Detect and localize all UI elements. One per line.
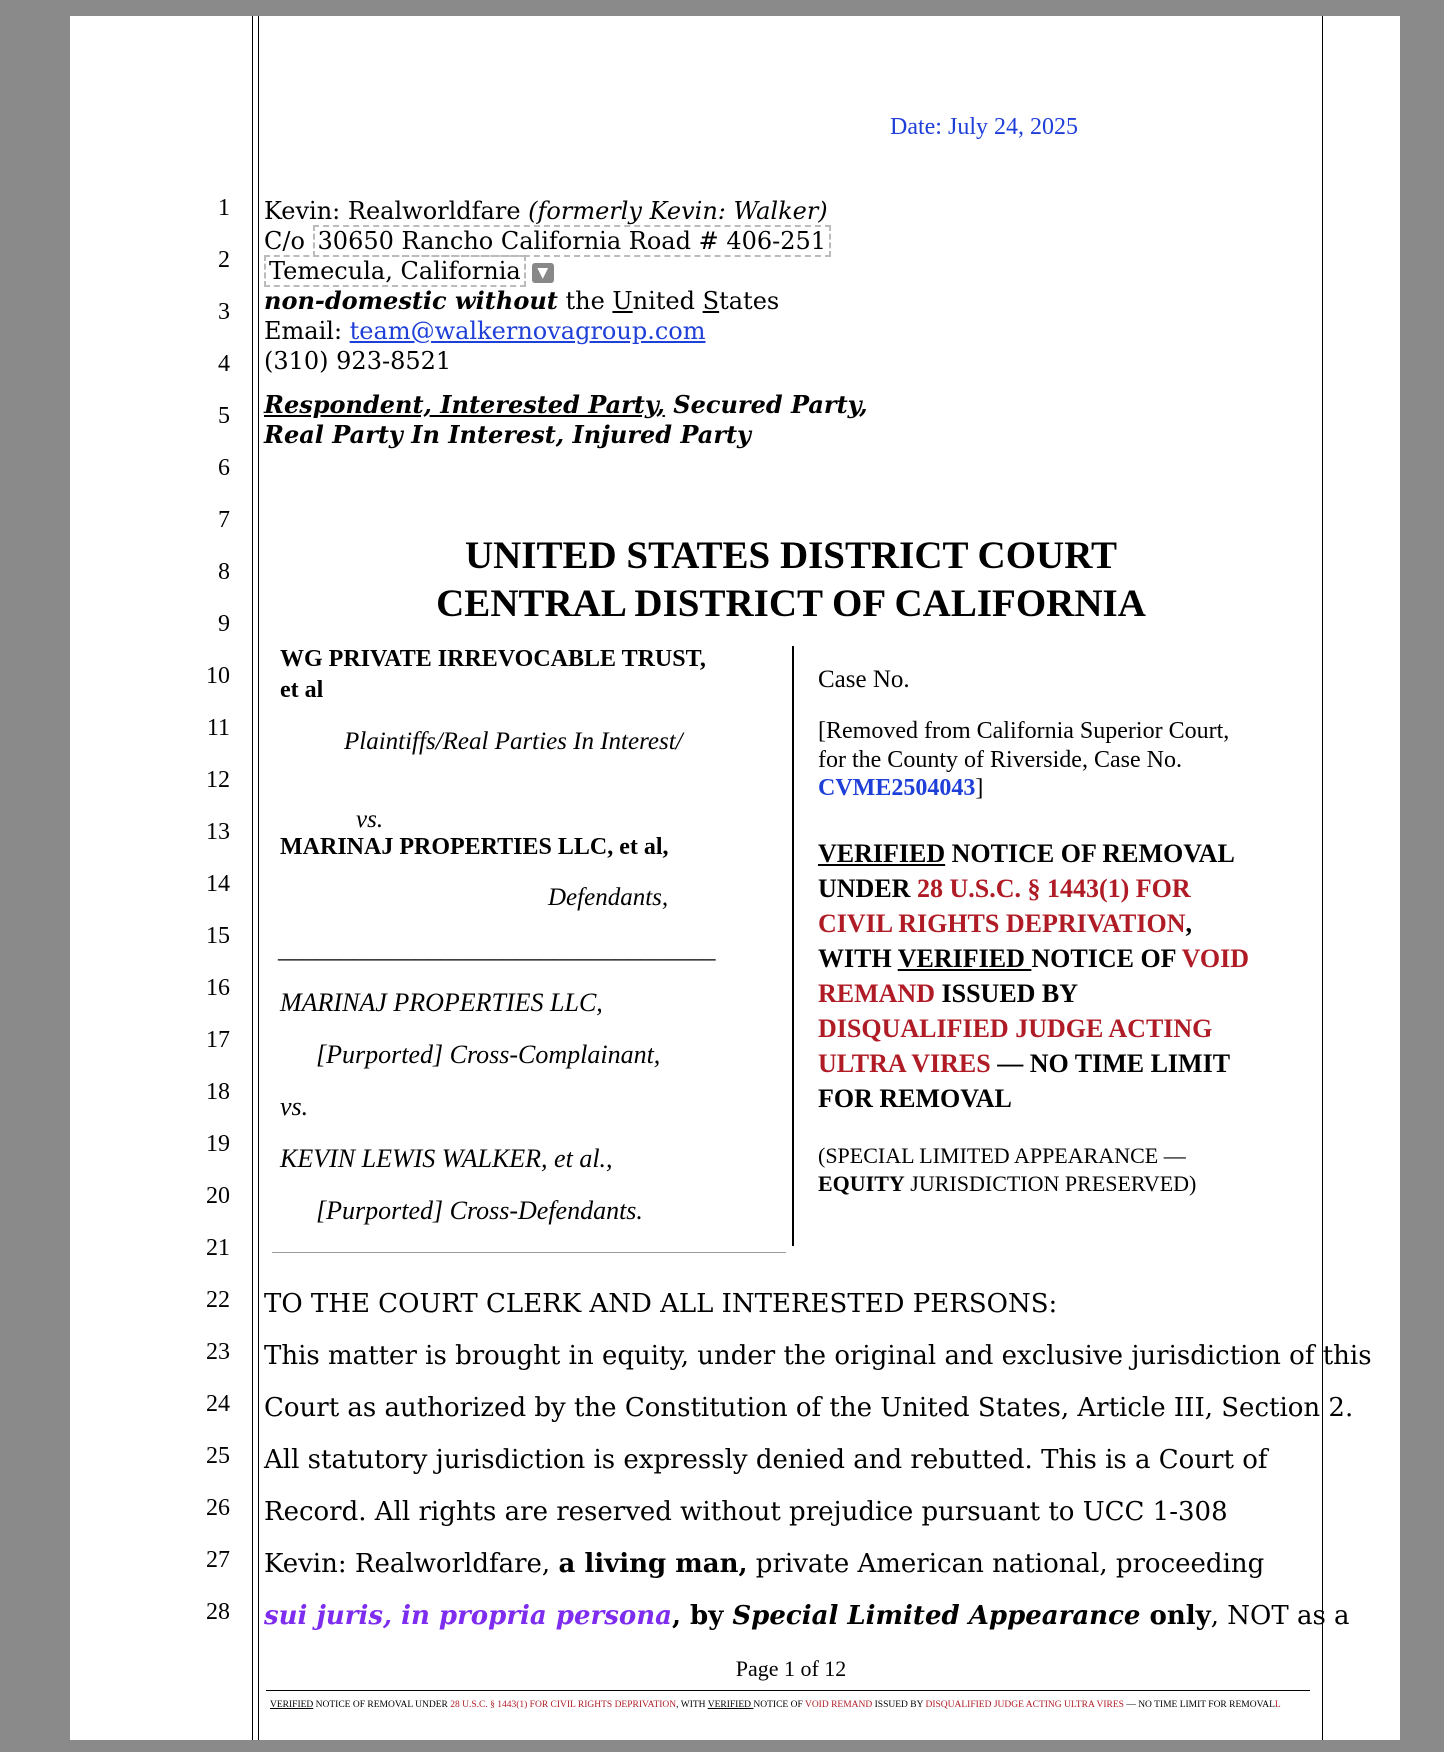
line-number: 24 bbox=[206, 1391, 230, 1417]
body-line-24: Court as authorized by the Constitution of the United States, Article III, Section 2. bbox=[264, 1393, 1354, 1423]
title-comma: , bbox=[1185, 909, 1192, 938]
document-page bbox=[70, 16, 1400, 1740]
line-number: 16 bbox=[206, 975, 230, 1001]
line-number: 15 bbox=[206, 923, 230, 949]
line-number: 2 bbox=[218, 247, 230, 273]
line-number: 10 bbox=[206, 663, 230, 689]
body-line-27 bbox=[264, 1538, 1372, 1590]
footer-p2: , WITH bbox=[676, 1700, 708, 1710]
title-ultra-vires: ULTRA VIRES bbox=[818, 1049, 991, 1078]
body-27a: Kevin: Realworldfare, bbox=[264, 1549, 559, 1579]
removal-note-2: for the County of Riverside, Case No. bbox=[818, 747, 1182, 773]
status-tates: tates bbox=[719, 287, 780, 315]
removal-note-1: [Removed from California Superior Court, bbox=[818, 718, 1230, 744]
line-number: 23 bbox=[206, 1339, 230, 1365]
line-number: 7 bbox=[218, 507, 230, 533]
title-no-time-limit: — NO TIME LIMIT bbox=[990, 1049, 1231, 1078]
line-number: 4 bbox=[218, 351, 230, 377]
status-nited: nited bbox=[632, 287, 703, 315]
body-line-22: TO THE COURT CLERK AND ALL INTERESTED PERSONS: bbox=[264, 1289, 1058, 1319]
cross-defendant-role: [Purported] Cross-Defendants. bbox=[316, 1196, 643, 1225]
body-line-28 bbox=[264, 1590, 1372, 1642]
address-prefix: C/o bbox=[264, 227, 313, 255]
versus-2: vs. bbox=[280, 1092, 309, 1121]
versus-1: vs. bbox=[356, 806, 384, 833]
footer-statute: 28 U.S.C. § 1443(1) FOR CIVIL RIGHTS DEPRIVATION bbox=[450, 1700, 677, 1710]
footer-void: VOID REMAND bbox=[804, 1700, 873, 1710]
line-number: 12 bbox=[206, 767, 230, 793]
caption-divider: ___________________________________ bbox=[278, 936, 716, 963]
body-28a: sui juris, in propria persona bbox=[264, 1601, 672, 1631]
case-close: ] bbox=[975, 775, 984, 801]
title-for-removal: FOR REMOVAL bbox=[818, 1084, 1012, 1113]
footer-p5: — NO TIME LIMIT FOR REMOVAL bbox=[1123, 1700, 1275, 1710]
court-title-line-2: CENTRAL DISTRICT OF CALIFORNIA bbox=[436, 582, 1146, 625]
role-underlined: Respondent, Interested Party, bbox=[264, 390, 665, 419]
chevron-down-icon[interactable]: ▼ bbox=[532, 263, 554, 283]
title-void: VOID bbox=[1181, 944, 1249, 973]
footer-rule bbox=[266, 1690, 1310, 1691]
phone-line: (310) 923-8521 bbox=[264, 347, 452, 375]
line-number: 25 bbox=[206, 1443, 230, 1469]
role-rest: Secured Party, bbox=[664, 390, 868, 419]
line-number: 1 bbox=[218, 195, 230, 221]
city-line bbox=[264, 256, 868, 286]
line-number: 19 bbox=[206, 1131, 230, 1157]
title-statute: 28 U.S.C. § 1443(1) FOR bbox=[916, 874, 1191, 903]
special-appearance-1: (SPECIAL LIMITED APPEARANCE — bbox=[818, 1143, 1186, 1168]
footer-disqualified: DISQUALIFIED JUDGE ACTING ULTRA VIRES bbox=[925, 1700, 1124, 1710]
case-number-label: Case No. bbox=[818, 666, 910, 693]
body-line-23: This matter is brought in equity, under the original and exclusive jurisdiction of this bbox=[264, 1341, 1372, 1371]
body-28b: , by bbox=[671, 1601, 733, 1631]
removal-note-3 bbox=[818, 775, 983, 802]
body-28c: Special Limited Appearance bbox=[732, 1601, 1141, 1631]
plaintiff-name: WG PRIVATE IRREVOCABLE TRUST, bbox=[280, 646, 706, 672]
left-margin-rule-2 bbox=[258, 16, 259, 1740]
title-disqualified: DISQUALIFIED JUDGE ACTING bbox=[818, 1014, 1213, 1043]
status-s: S bbox=[702, 287, 720, 315]
body-28d: only bbox=[1140, 1601, 1211, 1631]
role-line-2: Real Party In Interest, Injured Party bbox=[264, 420, 751, 449]
city-field[interactable]: Temecula, California bbox=[264, 255, 526, 287]
body-line-25: All statutory jurisdiction is expressly denied and rebutted. This is a Court of bbox=[264, 1445, 1268, 1475]
party-header bbox=[264, 196, 868, 450]
email-link[interactable]: team@walkernovagroup.com bbox=[349, 317, 706, 345]
title-remand: REMAND bbox=[818, 979, 935, 1008]
footer-p3: NOTICE OF bbox=[753, 1700, 805, 1710]
footer-text bbox=[270, 1700, 1281, 1710]
defendant-role: Defendants, bbox=[548, 884, 669, 911]
line-number: 20 bbox=[206, 1183, 230, 1209]
footer-verified: VERIFIED bbox=[270, 1700, 314, 1710]
court-title bbox=[260, 532, 1322, 628]
line-number: 14 bbox=[206, 871, 230, 897]
body-line-26: Record. All rights are reserved without prejudice pursuant to UCC 1-308 bbox=[264, 1497, 1228, 1527]
plaintiff-etal: et al bbox=[280, 677, 324, 703]
footer-tail: L bbox=[1274, 1700, 1281, 1710]
title-under: UNDER bbox=[818, 874, 917, 903]
line-number: 11 bbox=[206, 715, 230, 741]
line-number: 17 bbox=[206, 1027, 230, 1053]
page-number: Page 1 of 12 bbox=[735, 1656, 847, 1681]
title-with: WITH bbox=[818, 944, 898, 973]
caption-vertical-divider bbox=[792, 646, 794, 1246]
party-role bbox=[264, 390, 868, 450]
footer-p4: ISSUED BY bbox=[872, 1700, 926, 1710]
title-civil-rights: CIVIL RIGHTS DEPRIVATION bbox=[818, 909, 1186, 938]
defendant-name: MARINAJ PROPERTIES LLC, et al, bbox=[280, 834, 669, 860]
footer-verified-2: VERIFIED bbox=[707, 1700, 754, 1710]
left-margin-rule-1 bbox=[252, 16, 253, 1740]
special-appearance bbox=[818, 1142, 1196, 1198]
line-number: 27 bbox=[206, 1547, 230, 1573]
cross-defendant-name: KEVIN LEWIS WALKER, et al., bbox=[280, 1144, 613, 1173]
email-line bbox=[264, 316, 868, 346]
email-label: Email: bbox=[264, 317, 350, 345]
line-number: 28 bbox=[206, 1599, 230, 1625]
line-number: 13 bbox=[206, 819, 230, 845]
status-the: the bbox=[557, 287, 613, 315]
footer-p1: NOTICE OF REMOVAL UNDER bbox=[313, 1700, 451, 1710]
title-verified: VERIFIED bbox=[818, 839, 946, 868]
cross-complainant-name: MARINAJ PROPERTIES LLC, bbox=[280, 988, 603, 1017]
line-number: 6 bbox=[218, 455, 230, 481]
special-equity: EQUITY bbox=[818, 1171, 905, 1196]
title-verified-2: VERIFIED bbox=[897, 944, 1032, 973]
body-27b: a living man, bbox=[558, 1549, 748, 1579]
body-text bbox=[264, 1278, 1372, 1642]
line-number: 26 bbox=[206, 1495, 230, 1521]
line-number: 9 bbox=[218, 611, 230, 637]
status-u: U bbox=[612, 287, 633, 315]
status-line bbox=[264, 286, 868, 316]
document-date: Date: July 24, 2025 bbox=[890, 114, 1078, 140]
line-number: 5 bbox=[218, 403, 230, 429]
document-title bbox=[818, 836, 1249, 1116]
title-notice: NOTICE OF REMOVAL bbox=[945, 839, 1235, 868]
party-name: Kevin: Realworldfare bbox=[264, 197, 529, 225]
court-title-line-1: UNITED STATES DISTRICT COURT bbox=[464, 534, 1118, 577]
line-number: 18 bbox=[206, 1079, 230, 1105]
address-field[interactable]: 30650 Rancho California Road # 406-251 bbox=[313, 225, 832, 257]
line-number: 8 bbox=[218, 559, 230, 585]
cross-complainant-role: [Purported] Cross-Complainant, bbox=[316, 1040, 661, 1069]
line-number: 3 bbox=[218, 299, 230, 325]
body-27c: private American national, proceeding bbox=[747, 1549, 1265, 1579]
address-line bbox=[264, 226, 868, 256]
former-name: (formerly Kevin: Walker) bbox=[528, 197, 828, 225]
special-appearance-2: JURISDICTION PRESERVED) bbox=[904, 1171, 1197, 1196]
title-notice-of: NOTICE OF bbox=[1031, 944, 1182, 973]
case-link[interactable]: CVME2504043 bbox=[818, 775, 976, 801]
plaintiff-role: Plaintiffs/Real Parties In Interest/ bbox=[344, 728, 683, 755]
status-bold: non-domestic without bbox=[264, 286, 558, 315]
line-number: 21 bbox=[206, 1235, 230, 1261]
title-issued-by: ISSUED BY bbox=[935, 979, 1079, 1008]
line-number: 22 bbox=[206, 1287, 230, 1313]
party-name-line bbox=[264, 196, 868, 226]
caption-bottom-rule bbox=[272, 1252, 786, 1253]
body-28e: , NOT as a bbox=[1210, 1601, 1350, 1631]
